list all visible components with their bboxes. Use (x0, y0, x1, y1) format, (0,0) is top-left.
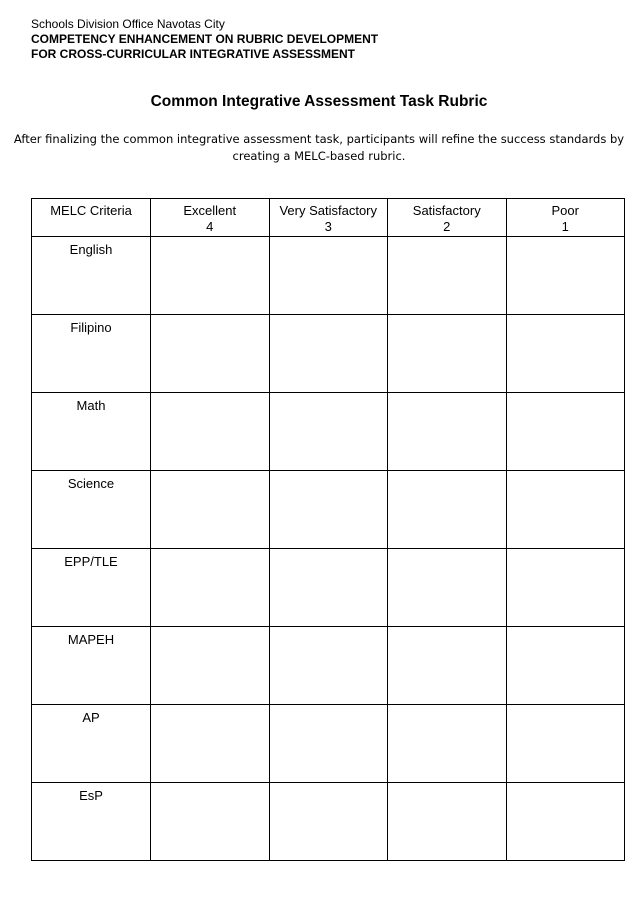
rubric-cell[interactable] (151, 549, 270, 627)
rubric-cell[interactable] (151, 627, 270, 705)
table-row (32, 627, 625, 705)
rubric-cell[interactable] (151, 705, 270, 783)
rubric-cell[interactable] (506, 393, 625, 471)
rubric-cell[interactable] (269, 315, 388, 393)
rubric-cell[interactable] (388, 315, 507, 393)
rubric-cell[interactable] (151, 471, 270, 549)
table-row (32, 393, 625, 471)
rubric-table (31, 198, 625, 861)
table-row (32, 315, 625, 393)
criterion-cell: EsP (32, 783, 151, 861)
rubric-cell[interactable] (506, 237, 625, 315)
level-label: Satisfactory (412, 203, 481, 218)
level-score: 3 (324, 219, 332, 234)
table-row (32, 471, 625, 549)
criterion-cell: Science (32, 471, 151, 549)
rubric-header-row (32, 199, 625, 237)
program-title-line-2: FOR CROSS-CURRICULAR INTEGRATIVE ASSESSMENT (31, 47, 356, 61)
table-row (32, 237, 625, 315)
rubric-cell[interactable] (388, 237, 507, 315)
level-header-excellent (151, 199, 270, 237)
table-row (32, 705, 625, 783)
rubric-cell[interactable] (506, 315, 625, 393)
rubric-cell[interactable] (506, 549, 625, 627)
level-score: 2 (443, 219, 451, 234)
level-label: Poor (551, 203, 579, 218)
level-score: 1 (561, 219, 569, 234)
level-header-poor (506, 199, 625, 237)
criterion-cell: EPP/TLE (32, 549, 151, 627)
rubric-cell[interactable] (151, 315, 270, 393)
rubric-cell[interactable] (388, 471, 507, 549)
intro-paragraph: After finalizing the common integrative assessment task, participants will refine the success standards by creating a MELC-based rubric. (13, 132, 625, 163)
rubric-cell[interactable] (388, 393, 507, 471)
page-title: Common Integrative Assessment Task Rubric (150, 93, 488, 110)
criterion-cell: English (32, 237, 151, 315)
criterion-cell: AP (32, 705, 151, 783)
criteria-header-label: MELC Criteria (50, 203, 132, 218)
rubric-cell[interactable] (269, 393, 388, 471)
rubric-cell[interactable] (151, 237, 270, 315)
program-title-line-1: COMPETENCY ENHANCEMENT ON RUBRIC DEVELOPMENT (31, 32, 379, 46)
criteria-header (32, 199, 151, 237)
rubric-cell[interactable] (506, 627, 625, 705)
rubric-cell[interactable] (388, 627, 507, 705)
criterion-cell: Filipino (32, 315, 151, 393)
rubric-cell[interactable] (506, 705, 625, 783)
table-row (32, 783, 625, 861)
rubric-cell[interactable] (151, 783, 270, 861)
rubric-cell[interactable] (269, 705, 388, 783)
rubric-cell[interactable] (269, 783, 388, 861)
rubric-cell[interactable] (151, 393, 270, 471)
criterion-cell: Math (32, 393, 151, 471)
level-header-very-satisfactory (269, 199, 388, 237)
rubric-cell[interactable] (388, 783, 507, 861)
level-label: Excellent (183, 203, 237, 218)
level-score: 4 (206, 219, 214, 234)
criterion-cell: MAPEH (32, 627, 151, 705)
table-row (32, 549, 625, 627)
rubric-cell[interactable] (506, 471, 625, 549)
level-header-satisfactory (388, 199, 507, 237)
rubric-cell[interactable] (388, 549, 507, 627)
rubric-cell[interactable] (506, 783, 625, 861)
rubric-cell[interactable] (269, 471, 388, 549)
division-office: Schools Division Office Navotas City (31, 17, 225, 31)
rubric-cell[interactable] (269, 549, 388, 627)
rubric-cell[interactable] (388, 705, 507, 783)
rubric-cell[interactable] (269, 237, 388, 315)
rubric-cell[interactable] (269, 627, 388, 705)
level-label: Very Satisfactory (279, 203, 378, 218)
document-header (31, 17, 378, 62)
